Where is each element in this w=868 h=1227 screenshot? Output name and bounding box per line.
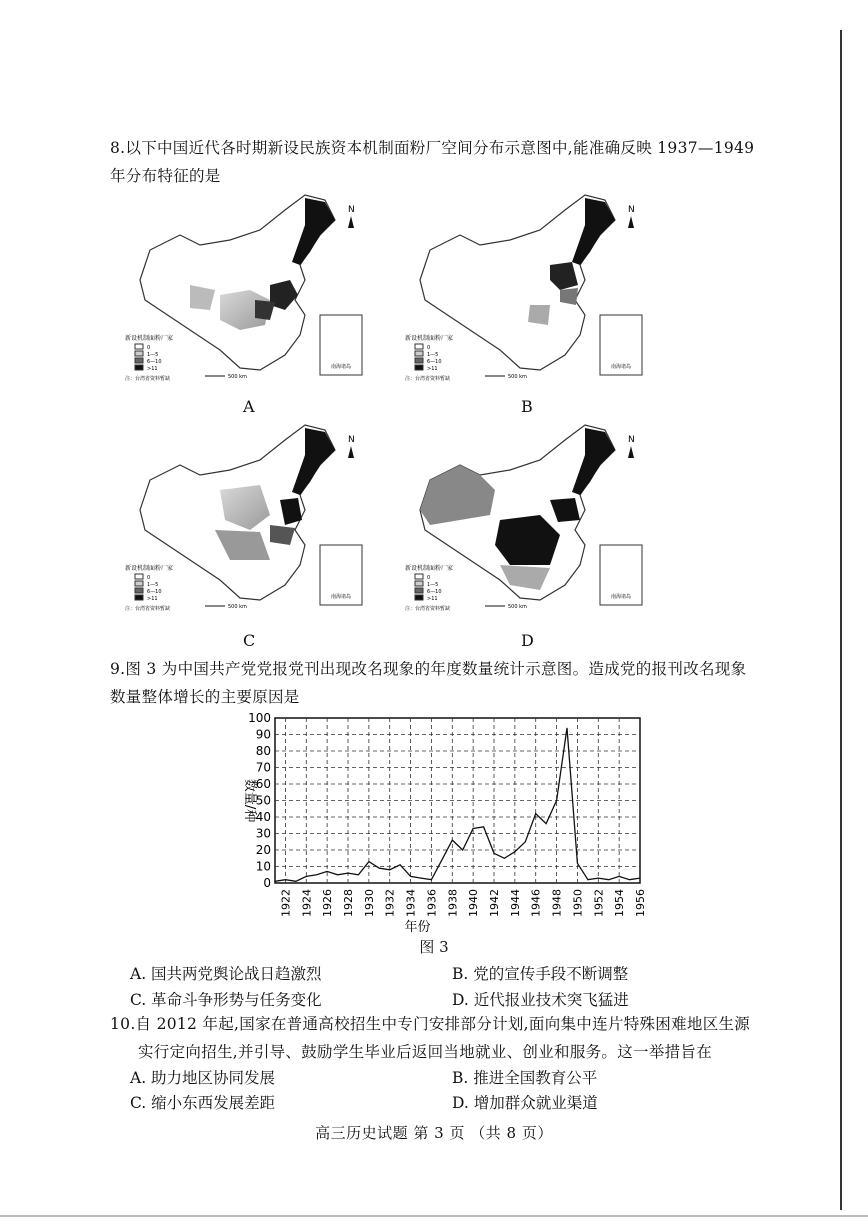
- legend-item-1: 1—5: [427, 352, 439, 358]
- legend-item-0: 0: [427, 575, 431, 581]
- page-edge-bottom: [0, 1215, 868, 1217]
- legend-item-1: 1—5: [427, 582, 439, 588]
- map-a-label: A: [243, 397, 255, 416]
- map-b[interactable]: [400, 190, 650, 390]
- map-note: 注：台湾省资料暂缺: [405, 376, 451, 382]
- legend-title: 新设机制面粉厂家: [405, 565, 454, 572]
- y-tick-label: 60: [255, 777, 271, 791]
- question-9-line1: 9.图 3 为中国共产党党报党刊出现改名现象的年度数量统计示意图。造成党的报刊改名现象: [110, 660, 747, 678]
- map-d[interactable]: [400, 420, 650, 620]
- x-tick-label: 1936: [425, 889, 439, 917]
- x-tick-label: 1926: [321, 889, 335, 917]
- q9-option-b[interactable]: B. 党的宣传手段不断调整: [452, 965, 629, 983]
- y-tick-label: 100: [248, 711, 271, 725]
- x-tick-label: 1940: [467, 889, 481, 917]
- legend-title: 新设机制面粉厂家: [125, 335, 174, 342]
- north-pointer-icon: [628, 216, 634, 228]
- x-tick-label: 1948: [550, 889, 564, 917]
- x-tick-label: 1942: [488, 889, 501, 917]
- legend-item-1: 1—5: [147, 582, 159, 588]
- y-tick-label: 40: [255, 810, 271, 824]
- x-tick-label: 1922: [279, 889, 293, 917]
- y-axis-label: 数量/种: [242, 778, 257, 823]
- legend-item-3: >11: [427, 596, 438, 602]
- legend-title: 新设机制面粉厂家: [405, 335, 454, 342]
- y-tick-label: 50: [255, 793, 271, 808]
- page-edge-right: [840, 30, 842, 1210]
- question-8-line1: 8.以下中国近代各时期新设民族资本机制面粉厂空间分布示意图中,能准确反映 1937—1949: [110, 139, 755, 157]
- y-tick-label: 0: [263, 876, 271, 890]
- legend-item-1: 1—5: [147, 352, 159, 358]
- map-c-label: C: [243, 631, 256, 650]
- legend-item-2: 6—10: [147, 359, 162, 365]
- north-arrow-icon: N: [628, 435, 635, 445]
- legend-title: 新设机制面粉厂家: [125, 565, 174, 572]
- y-tick-label: 70: [255, 760, 271, 775]
- legend-item-2: 6—10: [147, 589, 162, 595]
- q10-option-a[interactable]: A. 助力地区协同发展: [130, 1069, 276, 1087]
- legend-item-3: >11: [147, 596, 158, 602]
- question-10: [110, 1010, 790, 1066]
- map-b-label: B: [521, 397, 533, 416]
- scale-label: 500 km: [508, 604, 527, 610]
- scale-label: 500 km: [228, 374, 247, 380]
- q9-option-a[interactable]: A. 国共两党舆论战日趋激烈: [130, 965, 322, 983]
- question-10-line1: 10.自 2012 年起,国家在普通高校招生中专门安排部分计划,面向集中连片特殊困难地区生源: [110, 1015, 751, 1033]
- q9-option-d[interactable]: D. 近代报业技术突飞猛进: [452, 991, 629, 1009]
- question-10-line2: 实行定向招生,并引导、鼓励学生毕业后返回当地就业、创业和服务。这一举措旨在: [138, 1043, 713, 1061]
- question-8-line2: 年分布特征的是: [110, 167, 221, 185]
- question-9-line2: 数量整体增长的主要原因是: [110, 688, 300, 706]
- map-note: 注：台湾省资料暂缺: [405, 606, 451, 612]
- q10-option-b[interactable]: B. 推进全国教育公平: [452, 1069, 598, 1087]
- x-axis-label: 年份: [404, 920, 431, 935]
- inset-label: 南海诸岛: [610, 594, 632, 600]
- legend-item-2: 6—10: [427, 359, 442, 365]
- x-tick-label: 1944: [508, 889, 522, 917]
- north-pointer-icon: [348, 446, 354, 458]
- x-tick-label: 1932: [383, 889, 397, 917]
- x-tick-label: 1952: [592, 889, 606, 917]
- north-pointer-icon: [628, 446, 634, 458]
- legend-item-0: 0: [147, 575, 151, 581]
- north-arrow-icon: N: [348, 205, 355, 215]
- q10-option-c[interactable]: C. 缩小东西发展差距: [130, 1094, 276, 1112]
- legend-item-0: 0: [147, 345, 151, 351]
- y-tick-label: 90: [255, 727, 271, 742]
- inset-label: 南海诸岛: [330, 364, 352, 370]
- y-tick-label: 30: [255, 826, 271, 841]
- page-footer: 高三历史试题 第 3 页 （共 8 页）: [315, 1124, 553, 1142]
- map-a[interactable]: [120, 190, 370, 390]
- x-tick-label: 1934: [404, 889, 418, 917]
- inset-label: 南海诸岛: [610, 364, 632, 370]
- x-tick-label: 1950: [571, 889, 585, 917]
- inset-label: 南海诸岛: [330, 594, 352, 600]
- q10-option-d[interactable]: D. 增加群众就业渠道: [452, 1094, 598, 1112]
- x-tick-label: 1930: [362, 889, 376, 917]
- x-tick-label: 1954: [613, 889, 627, 917]
- scale-label: 500 km: [228, 604, 247, 610]
- y-tick-label: 10: [255, 859, 271, 874]
- figure-caption: 图 3: [419, 938, 449, 956]
- north-arrow-icon: N: [628, 205, 635, 215]
- north-arrow-icon: N: [348, 435, 355, 445]
- map-c[interactable]: [120, 420, 370, 620]
- map-note: 注：台湾省资料暂缺: [125, 606, 171, 612]
- scale-label: 500 km: [508, 374, 527, 380]
- question-8: [110, 134, 770, 190]
- x-tick-label: 1938: [446, 889, 460, 917]
- legend-item-0: 0: [427, 345, 431, 351]
- map-note: 注：台湾省资料暂缺: [125, 376, 171, 382]
- y-tick-label: 20: [255, 843, 271, 857]
- q9-option-c[interactable]: C. 革命斗争形势与任务变化: [130, 991, 322, 1009]
- y-tick-label: 80: [255, 744, 271, 758]
- x-tick-label: 1928: [342, 889, 355, 917]
- x-tick-label: 1946: [529, 889, 543, 917]
- north-pointer-icon: [348, 216, 354, 228]
- legend-item-2: 6—10: [427, 589, 442, 595]
- legend-item-3: >11: [427, 366, 438, 372]
- legend-item-3: >11: [147, 366, 158, 372]
- x-tick-label: 1956: [634, 889, 647, 917]
- question-9: [110, 655, 770, 711]
- map-d-label: D: [521, 631, 534, 650]
- x-tick-label: 1924: [300, 889, 314, 917]
- figure-3-line-chart: [230, 710, 660, 940]
